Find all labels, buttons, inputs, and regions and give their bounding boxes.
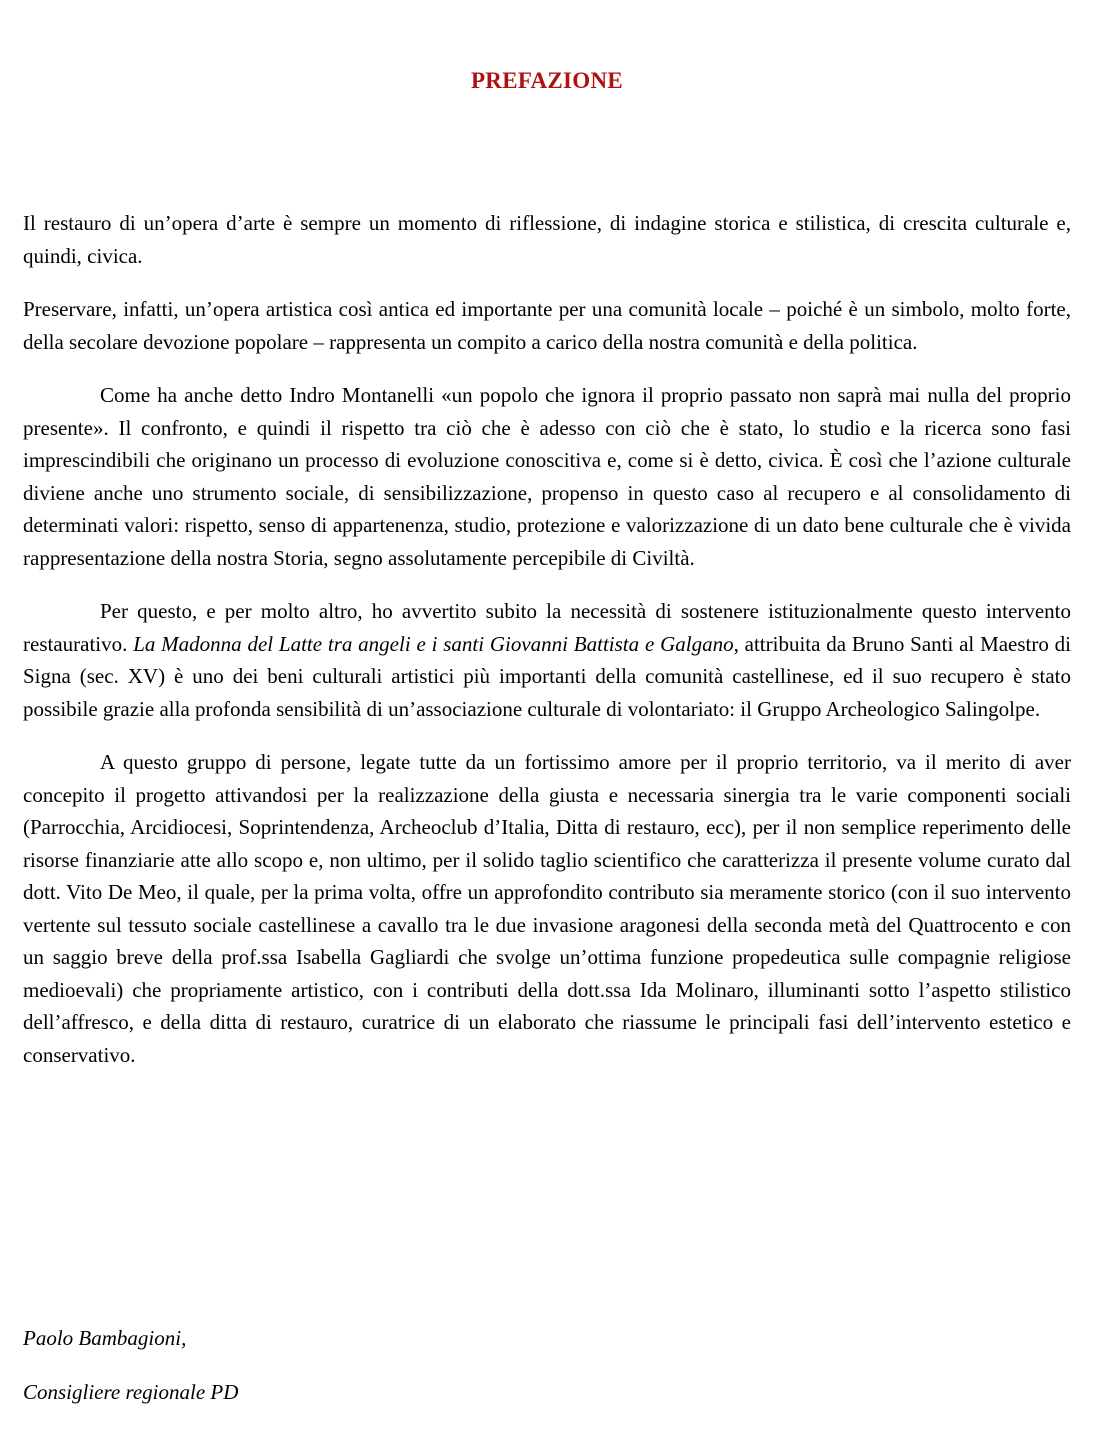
paragraph-3: Come ha anche detto Indro Montanelli «un popolo che ignora il proprio passato non saprà mai nulla del proprio presente». Il confronto, e quindi il rispetto tra ciò che è adesso con ciò che è stato, lo studio e la ricerca sono fasi imprescindibili che originano un processo di evoluzione conoscitiva e, come si è detto, civica. È così che l’azione culturale diviene anche uno strumento sociale, di sensibilizzazione, propenso in questo caso al recupero e al consolidamento di determinati valori: rispetto, senso di appartenenza, studio, protezione e valorizzazione di un dato bene culturale che è vivida rappresentazione della nostra Storia, segno assolutamente percepibile di Civiltà.	[23, 383, 1071, 570]
paragraph-4-text-after: , attribuita da Bruno Santi al Maestro di Signa (sec. XV) è uno dei beni culturali artistici più importanti della comunità castellinese, ed il suo recupero è stato possibile grazie alla profonda sensibilità di un’associazione culturale di volontariato: il Gruppo Archeologico Salingolpe.	[23, 631, 1072, 721]
signature-role: Consigliere regionale PD	[23, 1380, 239, 1404]
paragraph-2: Preservare, infatti, un’opera artistica così antica ed importante per una comunità locale – poiché è un simbolo, molto forte, della secolare devozione popolare – rappresenta un compito a carico della nostra comunità e della politica.	[23, 297, 1071, 354]
page-title: PREFAZIONE	[470, 68, 624, 93]
paragraph-5: A questo gruppo di persone, legate tutte da un fortissimo amore per il proprio territorio, va il merito di aver concepito il progetto attivandosi per la realizzazione della giusta e necessaria sinergia tra le varie componenti sociali (Parrocchia, Arcidiocesi, Soprintendenza, Archeoclub d’Italia, Ditta di restauro, ecc), per il non semplice reperimento delle risorse finanziarie atte allo scopo e, non ultimo, per il solido taglio scientifico che caratterizza il presente volume curato dal dott. Vito De Meo, il quale, per la prima volta, offre un approfondito contributo sia meramente storico (con il suo intervento vertente sul tessuto sociale castellinese a cavallo tra le due invasione aragonesi della seconda metà del Quattrocento e con un saggio breve della prof.ssa Isabella Gagliardi che svolge un’ottima funzione propedeutica sulle compagnie religiose medioevali) che propriamente artistico, con i contributi della dott.ssa Ida Molinaro, illuminanti sotto l’aspetto stilistico dell’affresco, e della ditta di restauro, curatrice di un elaborato che riassume le principali fasi dell’intervento estetico e conservativo.	[23, 750, 1071, 1067]
paragraph-4-text-before: Per questo, e per molto altro, ho avvertito subito la necessità di sostenere istituzionalmente questo intervento restaurativo.	[23, 599, 1071, 656]
paragraph-4	[23, 595, 1071, 725]
signature-name: Paolo Bambagioni,	[23, 1326, 187, 1350]
paragraph-1: Il restauro di un’opera d’arte è sempre un momento di riflessione, di indagine storica e stilistica, di crescita culturale e, quindi, civica.	[23, 211, 1071, 268]
artwork-title: La Madonna del Latte tra angeli e i santi Giovanni Battista e Galgano	[133, 631, 734, 656]
document-body	[23, 207, 1071, 1092]
